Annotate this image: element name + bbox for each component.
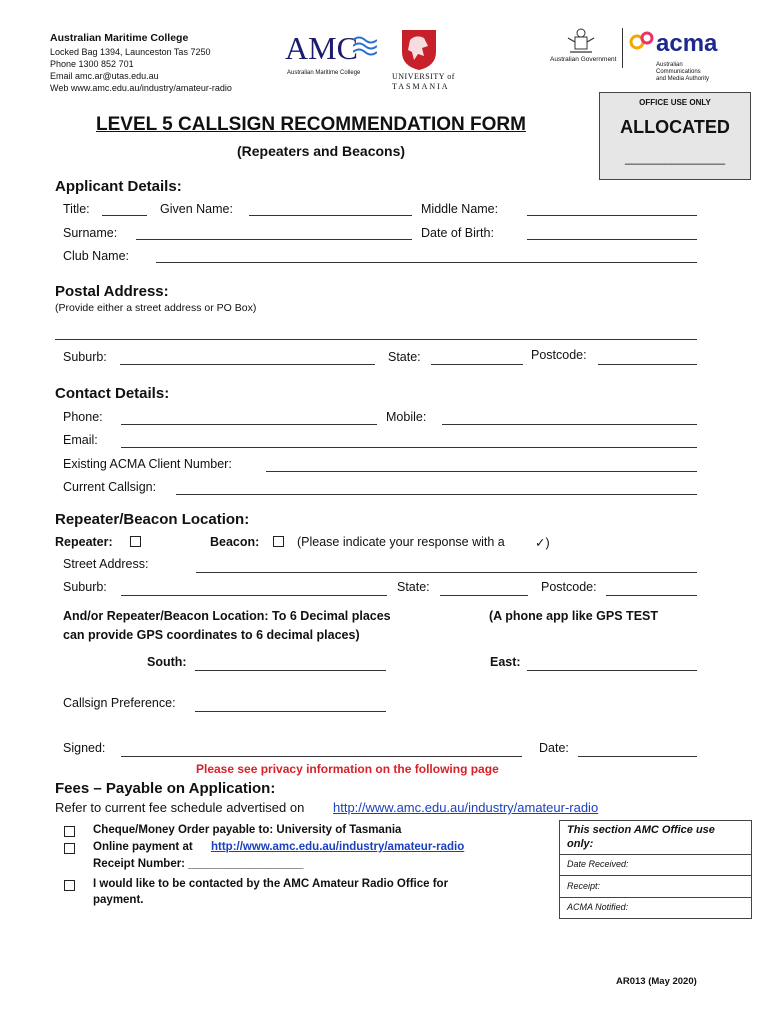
- amc-office-title: This section AMC Office use: [567, 824, 715, 836]
- utas-logo: [392, 26, 464, 90]
- dob-label: Date of Birth:: [421, 226, 494, 240]
- callsign-pref-label: Callsign Preference:: [63, 696, 176, 710]
- location-postcode-field[interactable]: [606, 595, 697, 596]
- contact-payment-checkbox[interactable]: [64, 880, 75, 891]
- callsign-pref-field[interactable]: [195, 711, 386, 712]
- club-field[interactable]: [156, 262, 697, 263]
- location-suburb-field[interactable]: [121, 595, 387, 596]
- amc-office-divider: [560, 854, 751, 855]
- middle-name-label: Middle Name:: [421, 202, 499, 216]
- repeater-label: Repeater:: [55, 535, 113, 549]
- location-heading: Repeater/Beacon Location:: [55, 511, 250, 528]
- postal-suburb-label: Suburb:: [63, 350, 107, 364]
- east-label: East:: [490, 655, 521, 669]
- south-field[interactable]: [195, 670, 386, 671]
- address-line: Locked Bag 1394, Launceston Tas 7250: [50, 47, 211, 57]
- contact-payment-text-continued: payment.: [93, 894, 144, 906]
- lion-crest-icon: [398, 26, 440, 70]
- signed-label: Signed:: [63, 741, 106, 755]
- coat-of-arms-icon: [566, 28, 596, 54]
- acma-client-field[interactable]: [266, 471, 697, 472]
- acma-rings-icon: [628, 30, 658, 54]
- amc-office-divider: [560, 875, 751, 876]
- amc-office-title-continued: only:: [567, 838, 594, 850]
- given-name-label: Given Name:: [160, 202, 233, 216]
- postal-postcode-label: Postcode:: [531, 348, 587, 362]
- amc-office-use-box: [559, 820, 752, 919]
- repeater-checkbox[interactable]: [130, 536, 141, 547]
- college-name: Australian Maritime College: [50, 32, 189, 44]
- receipt-number-label: Receipt Number: __________________: [93, 858, 304, 870]
- utas-line1: UNIVERSITY of: [392, 72, 455, 81]
- fees-refer-text: Refer to current fee schedule advertised on: [55, 800, 305, 815]
- gps-heading: And/or Repeater/Beacon Location: To 6 Decimal places: [63, 609, 391, 623]
- logo-divider: [622, 28, 623, 68]
- email-label: Email:: [63, 433, 98, 447]
- acma-sub1: Australian: [656, 62, 683, 68]
- page-subtitle: (Repeaters and Beacons): [237, 143, 406, 159]
- location-postcode-label: Postcode:: [541, 580, 597, 594]
- cheque-checkbox[interactable]: [64, 826, 75, 837]
- allocated-blank[interactable]: _______________: [624, 151, 726, 165]
- mobile-label: Mobile:: [386, 410, 427, 424]
- acma-client-label: Existing ACMA Client Number:: [63, 457, 232, 471]
- check-mark-icon: ✓): [535, 536, 550, 550]
- gps-note: (A phone app like GPS TEST: [489, 609, 659, 623]
- signature-field[interactable]: [121, 756, 522, 757]
- postal-state-field[interactable]: [431, 364, 523, 365]
- contact-payment-text: I would like to be contacted by the AMC Amateur Radio Office for: [93, 878, 449, 890]
- beacon-label: Beacon:: [210, 535, 260, 549]
- date-label: Date:: [539, 741, 569, 755]
- office-use-box: [599, 92, 751, 180]
- online-payment-text: Online payment at: [93, 841, 193, 853]
- date-received-label: Date Received:: [567, 859, 629, 869]
- title-label: Title:: [63, 202, 90, 216]
- acma-text: acma: [656, 30, 718, 57]
- amc-logo: [285, 30, 380, 82]
- gps-heading-continued: can provide GPS coordinates to 6 decimal places): [63, 628, 360, 642]
- page-title: LEVEL 5 CALLSIGN RECOMMENDATION FORM: [96, 114, 526, 135]
- wave-icon: [353, 34, 377, 56]
- acma-sub2: Communications: [656, 69, 701, 75]
- cheque-option: Cheque/Money Order payable to: University of Tasmania: [93, 824, 402, 836]
- contact-heading: Contact Details:: [55, 385, 170, 402]
- web-line: Web www.amc.edu.au/industry/amateur-radio: [50, 83, 232, 93]
- online-payment-checkbox[interactable]: [64, 843, 75, 854]
- dob-field[interactable]: [527, 239, 697, 240]
- street-address-label: Street Address:: [63, 557, 149, 571]
- postal-suburb-field[interactable]: [120, 364, 375, 365]
- gov-text: Australian Government: [550, 56, 617, 63]
- title-field[interactable]: [102, 215, 147, 216]
- fees-refer-link[interactable]: http://www.amc.edu.au/industry/amateur-radio: [333, 800, 599, 815]
- amc-logo-text: AMC: [285, 30, 358, 66]
- current-callsign-label: Current Callsign:: [63, 480, 157, 494]
- given-name-field[interactable]: [249, 215, 412, 216]
- surname-field[interactable]: [136, 239, 412, 240]
- email-line: Email amc.ar@utas.edu.au: [50, 71, 159, 81]
- form-code-footer: AR013 (May 2020): [616, 976, 697, 987]
- acma-sub3: and Media Authority: [656, 76, 710, 82]
- applicant-heading: Applicant Details:: [55, 178, 182, 195]
- phone-field[interactable]: [121, 424, 377, 425]
- postal-address-field[interactable]: [55, 339, 697, 340]
- fees-heading: Fees – Payable on Application:: [55, 780, 276, 797]
- beacon-checkbox[interactable]: [273, 536, 284, 547]
- allocated-status: ALLOCATED: [620, 117, 730, 137]
- phone-label: Phone:: [63, 410, 103, 424]
- email-field[interactable]: [121, 447, 697, 448]
- office-use-label: OFFICE USE ONLY: [639, 98, 711, 107]
- surname-label: Surname:: [63, 226, 118, 240]
- middle-name-field[interactable]: [527, 215, 697, 216]
- indicate-note: (Please indicate your response with a: [297, 535, 505, 549]
- postal-postcode-field[interactable]: [598, 364, 697, 365]
- club-label: Club Name:: [63, 249, 129, 263]
- date-field[interactable]: [578, 756, 697, 757]
- utas-line2: TASMANIA: [392, 82, 450, 91]
- postal-state-label: State:: [388, 350, 421, 364]
- phone-line: Phone 1300 852 701: [50, 59, 134, 69]
- location-state-label: State:: [397, 580, 430, 594]
- current-callsign-field[interactable]: [176, 494, 697, 495]
- gov-crest: [548, 28, 616, 68]
- south-label: South:: [147, 655, 187, 669]
- acma-logo: [628, 28, 738, 90]
- online-payment-link[interactable]: http://www.amc.edu.au/industry/amateur-radio: [211, 841, 465, 853]
- street-address-field[interactable]: [196, 572, 697, 573]
- postal-note: (Provide either a street address or PO Box): [55, 302, 257, 314]
- amc-logo-subtext: Australian Maritime College: [287, 70, 361, 76]
- receipt-label: Receipt:: [567, 881, 601, 891]
- location-state-field[interactable]: [440, 595, 528, 596]
- postal-heading: Postal Address:: [55, 283, 169, 300]
- acma-notified-label: ACMA Notified:: [567, 902, 629, 912]
- east-field[interactable]: [527, 670, 697, 671]
- privacy-note: Please see privacy information on the following page: [196, 762, 499, 776]
- location-suburb-label: Suburb:: [63, 580, 107, 594]
- mobile-field[interactable]: [442, 424, 697, 425]
- amc-office-divider: [560, 897, 751, 898]
